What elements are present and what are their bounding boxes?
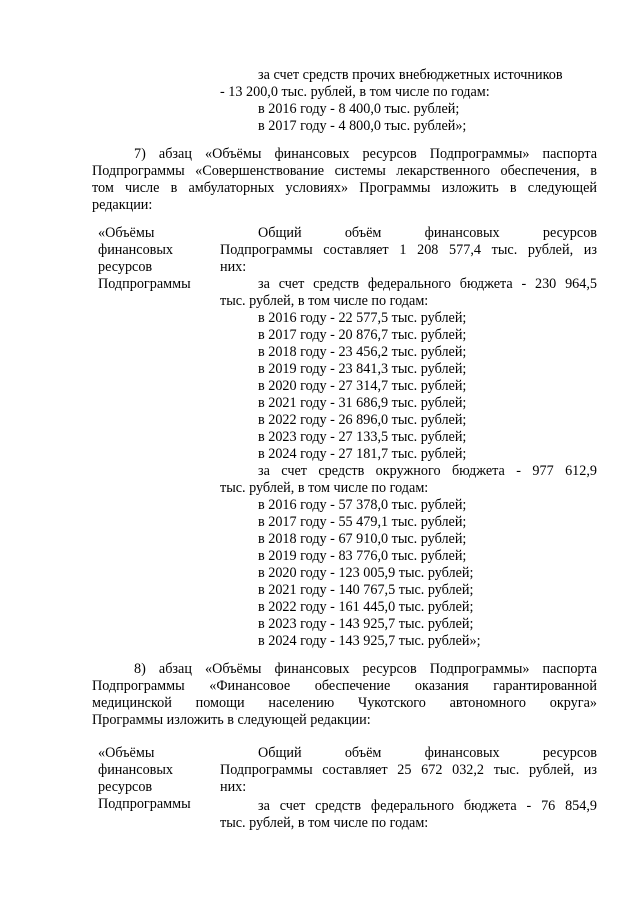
year-line: в 2023 году - 143 925,7 тыс. рублей; xyxy=(258,616,474,632)
federal-budget-line: за счет средств федерального бюджета - 230 964,5 xyxy=(258,276,597,292)
year-line: в 2021 году - 140 767,5 тыс. рублей; xyxy=(258,582,474,598)
paragraph-line: Подпрограммы «Финансовое обеспечение оказания гарантированной xyxy=(92,678,597,694)
year-line: в 2018 году - 23 456,2 тыс. рублей; xyxy=(258,344,467,360)
year-line: в 2016 году - 22 577,5 тыс. рублей; xyxy=(258,310,467,326)
year-line: в 2017 году - 55 479,1 тыс. рублей; xyxy=(258,514,467,530)
section-label: финансовых xyxy=(98,762,173,778)
paragraph-line: том числе в амбулаторных условиях» Программы изложить в следующей xyxy=(92,180,597,196)
total-line: Общий объём финансовых ресурсов xyxy=(258,745,597,761)
year-line: в 2024 году - 143 925,7 тыс. рублей»; xyxy=(258,633,481,649)
district-budget-line: тыс. рублей, в том числе по годам: xyxy=(220,480,429,496)
year-line: в 2017 году - 20 876,7 тыс. рублей; xyxy=(258,327,467,343)
federal-budget-line: за счет средств федерального бюджета - 76 854,9 xyxy=(258,798,597,814)
year-line: в 2022 году - 161 445,0 тыс. рублей; xyxy=(258,599,474,615)
total-line: них: xyxy=(220,779,247,795)
item7-paragraph xyxy=(92,146,597,214)
item8-paragraph xyxy=(92,661,597,729)
section-label: Подпрограммы xyxy=(98,276,191,292)
district-budget-line: за счет средств окружного бюджета - 977 612,9 xyxy=(258,463,597,479)
section-label: «Объёмы xyxy=(98,745,155,761)
section-label: ресурсов xyxy=(98,779,153,795)
year-line: в 2021 году - 31 686,9 тыс. рублей; xyxy=(258,395,467,411)
paragraph-line: 7) абзац «Объёмы финансовых ресурсов Подпрограммы» паспорта xyxy=(134,146,597,162)
year-line: в 2023 году - 27 133,5 тыс. рублей; xyxy=(258,429,467,445)
paragraph-line: медицинской помощи населению Чукотского автономного округа» xyxy=(92,695,597,711)
year-line: в 2020 году - 123 005,9 тыс. рублей; xyxy=(258,565,474,581)
total-line: Подпрограммы составляет 1 208 577,4 тыс. рублей, из xyxy=(220,242,597,258)
section-label: Подпрограммы xyxy=(98,796,191,812)
paragraph-line: 8) абзац «Объёмы финансовых ресурсов Подпрограммы» паспорта xyxy=(134,661,597,677)
total-line: них: xyxy=(220,259,247,275)
section-label: финансовых xyxy=(98,242,173,258)
total-line: Подпрограммы составляет 25 672 032,2 тыс. рублей, из xyxy=(220,762,597,778)
year-line: в 2020 году - 27 314,7 тыс. рублей; xyxy=(258,378,467,394)
section-label: «Объёмы xyxy=(98,225,155,241)
section-label: ресурсов xyxy=(98,259,153,275)
year-line: в 2024 году - 27 181,7 тыс. рублей; xyxy=(258,446,467,462)
year-line: в 2017 году - 4 800,0 тыс. рублей»; xyxy=(258,118,467,134)
other-sources-total: - 13 200,0 тыс. рублей, в том числе по годам: xyxy=(220,84,490,100)
year-line: в 2016 году - 57 378,0 тыс. рублей; xyxy=(258,497,467,513)
paragraph-line: Подпрограммы «Совершенствование системы лекарственного обеспечения, в xyxy=(92,163,597,179)
paragraph-line: Программы изложить в следующей редакции: xyxy=(92,712,371,728)
total-line: Общий объём финансовых ресурсов xyxy=(258,225,597,241)
other-sources-line: за счет средств прочих внебюджетных источников xyxy=(258,67,563,83)
year-line: в 2019 году - 83 776,0 тыс. рублей; xyxy=(258,548,467,564)
federal-budget-line: тыс. рублей, в том числе по годам: xyxy=(220,815,429,831)
federal-budget-line: тыс. рублей, в том числе по годам: xyxy=(220,293,429,309)
year-line: в 2019 году - 23 841,3 тыс. рублей; xyxy=(258,361,467,377)
year-line: в 2018 году - 67 910,0 тыс. рублей; xyxy=(258,531,467,547)
paragraph-line: редакции: xyxy=(92,197,153,213)
year-line: в 2022 году - 26 896,0 тыс. рублей; xyxy=(258,412,467,428)
year-line: в 2016 году - 8 400,0 тыс. рублей; xyxy=(258,101,460,117)
